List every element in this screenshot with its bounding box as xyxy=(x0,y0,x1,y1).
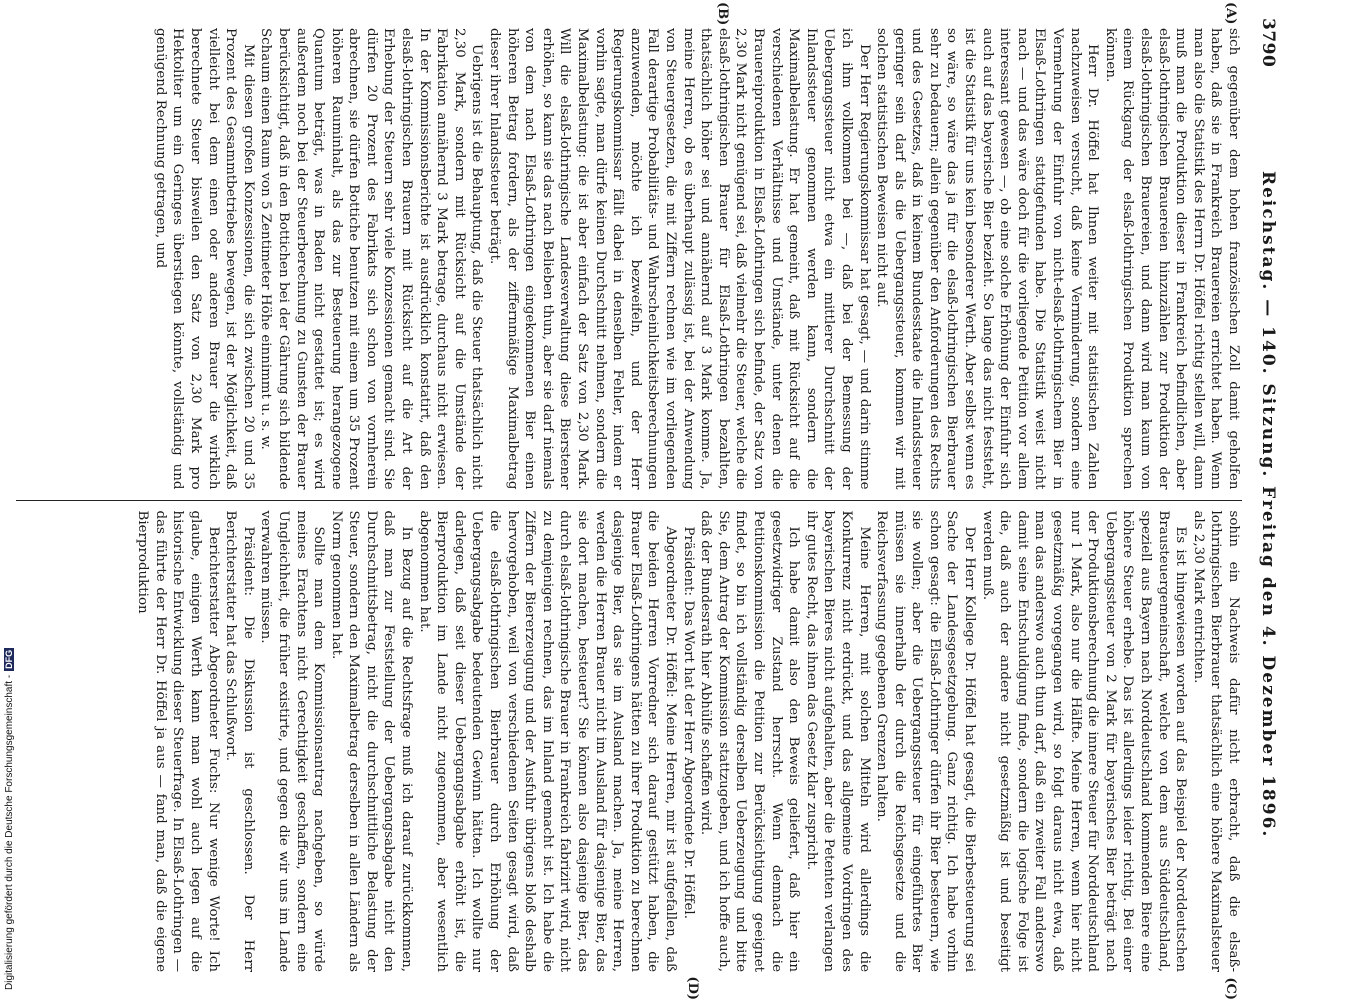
margin-marker-c: (C) xyxy=(1223,977,1238,1000)
speaker-paragraph: Präsident: Das Wort hat der Herr Abgeordnete Dr. Höffel. xyxy=(680,526,696,919)
speaker-paragraph: Berichterstatter Abgeordneter Fuchs: Nur wenige Worte! Ich glaube, einigen Werth kann man wohl auch legen auf die historische Entwicklung dieser Steuerfrage. In Elsaß-Lothringen — das führte der Herr Dr. Höffel ja aus — fand man, daß die eigene Bierproduktion xyxy=(135,510,221,972)
paragraph: Herr Dr. Höffel hat Ihnen weiter mit statistischen Zahlen nachzuweisen versucht, daß keine Verminderung, sondern eine Vermehrung der Einfuhr von nicht-elsaß-lothringischem Bier in Elsaß-Lothringen stattgefunden habe. Die Statistik weist nicht nach — und das wäre doch für die vorliegende Petition vor allem interessant gewesen —, ob eine solche Erhöhung der Einfuhr sich auch auf das bayerische Bier bezieht. So lange das nicht feststeht, ist die Statistik für uns kein besonderer Werth. Aber selbst wenn es so wäre, so wäre das ja für die elsaß-lothringischen Bierbrauer sehr zu bedauern; allein gegenüber den Anforderungen des Rechts und des Gesetzes, daß in keinem Bundesstaate die Inlandssteuer geringer sein darf als die Uebergangssteuer, kommen wir mit solchen statistischen Beweisen nicht auf. xyxy=(874,28,1101,490)
paragraph: In Bezug auf die Rechtsfrage muß ich darauf zurückkommen, daß man zur Feststellung der Uebergangsabgabe nicht den Durchschnittsbetrag, nicht die durchschnittliche Belastung der Steuer, sondern den Maximalbetrag derselben in allen Ländern als Norm genommen hat. xyxy=(328,510,415,972)
margin-marker-a: (A) xyxy=(1223,2,1238,25)
speaker-paragraph: Präsident: Die Diskussion ist geschlossen. Der Herr Berichterstatter hat das Schlußwort. xyxy=(223,510,256,972)
page-title: Reichstag. — 140. Sitzung. Freitag den 4. Dezember 1896. xyxy=(1258,170,1278,839)
paragraph: Mit diesen großen Konzessionen, die sich zwischen 20 und 35 Prozent des Gesammtbetriebes bewegen, ist der Möglichkeit, daß vielleicht bei dem einen oder anderen Brauer die wirklich berechnete Steuer bisweilen den Satz von 2,30 Mark pro Hektoliter um ein Geringes überstiegen könnte, vollständig und genügend Rechnung getragen, und xyxy=(152,28,256,490)
footer-strip xyxy=(0,0,20,1000)
paragraph: Ich habe damit also den Beweis geliefert, daß hier ein gesetzwidriger Zustand herrscht. Wenn demnach die Petitionskommission die Petition zur Berücksichtigung geeignet findet, so bin ich vollständig derselben Ueberzeugung und bitte Sie, dem Antrag der Kommission stattzugeben, und ich hoffe auch, daß der Bundesrath hier Abhülfe schaffen wird. xyxy=(698,510,802,972)
dfg-logo: DFG xyxy=(4,649,14,669)
right-column xyxy=(16,501,1242,983)
left-column xyxy=(16,18,1242,500)
margin-marker-b: (B) xyxy=(715,2,730,26)
paragraph: Meine Herren, mit solchen Mitteln wird allerdings die Konkurrenz nicht erdrückt, und das allgemeine Vordringen des bayerischen Bieres nicht aufgehalten, aber die Petenten verlangen ihr gutes Recht, das ihnen das Gesetz klar zuspricht. xyxy=(803,510,872,972)
page-number: 3790 xyxy=(1258,18,1278,68)
margin-marker-d: (D) xyxy=(685,976,700,1000)
footer-credit xyxy=(4,648,15,990)
paragraph: Sollte man dem Kommissionsantrag nachgeben, so würde meines Erachtens nicht Gerechtigkeit geschaffen, sondern eine Ungleichheit, die früher existirte, und gegen die wir uns im Lande verwahren müssen. xyxy=(258,510,327,972)
page-header xyxy=(1252,18,1278,982)
footer-text: Digitalisierung gefördert durch die Deutsche Forschungsgemeinschaft - xyxy=(4,674,15,990)
paragraph: sohin ein Nachweis dafür nicht erbracht, daß die elsaß-lothringischen Bierbrauer thatsächlich eine höhere Maximalsteuer als 2,30 Mark entrichten. xyxy=(1190,510,1241,972)
paragraph: sich gegenüber dem hohen französischen Zoll damit geholfen haben, daß sie in Frankreich Brauereien errichtet haben. Wenn man also die Statistik des Herrn Dr. Höffel richtig stellen will, dann muß man die Produktion dieser in Frankreich befindlichen, aber elsaß-lothringischen Brauereien hinzuzählen zur Produktion der elsaß-lothringischen Brauereien, und dann wird man kaum von einem Rückgang der elsaß-lothringischen Produktion sprechen können. xyxy=(1102,28,1241,490)
paragraph: Der Herr Kollege Dr. Höffel hat gesagt, die Bierbesteuerung sei Sache der Landesgesetzgebung. Ganz richtig. Ich habe vorhin schon gesagt: die Elsaß-Lothringer dürfen ihr Bier besteuern, wie sie wollen; aber die Uebergangssteuer für eingeführtes Bier müssen sie innerhalb der durch die Reichsgesetze und die Reichsverfassung gegebenen Grenzen halten. xyxy=(874,510,978,972)
text-columns xyxy=(16,18,1242,982)
paragraph: Der Herr Regierungskommissar hat gesagt, — und darin stimme ich ihm vollkommen bei —, daß bei der Bemessung der Uebergangssteuer nicht etwa ein mittlerer Durchschnitt der Inlandssteuer genommen werden kann, sondern die Maximalbelastung. Er hat gemeint, daß mit Rücksicht auf die verschiedenen Verhältnisse und Umstände, unter denen die Brauereiproduktion in Elsaß-Lothringen sich befinde, der Satz von 2,30 Mark nicht genügend sei, daß vielmehr die Steuer, welche die elsaß-lothringischen Brauer für Elsaß-Lothringen bezahlten, thatsächlich höher sei und annähernd auf 3 Mark komme. Ja, meine Herren, ob es überhaupt zulässig ist, bei der Anwendung von Steuergesetzen, die mit Ziffern rechnen wie im vorliegenden Fall derartige Probabilitäts- und Wahrscheinlichkeitsberechnungen anzuwenden, möchte ich bezweifeln, und der Herr Regierungskommissar fällt dabei in denselben Fehler, indem er vorhin sagte, man dürfe keinen Durchschnitt nehmen, sondern die Maximalbelastung: die ist aber einfach der Satz von 2,30 Mark. Will die elsaß-lothringische Landesverwaltung diese Bierstener erhöhen, so kann sie das nach Belieben thun, aber sie darf niemals von dem nach Elsaß-Lothringen eingekommenen Bier einen höheren Betrag fordern, als der ziffernmäßige Maximalbetrag dieser ihrer Inlandssteuer beträgt. xyxy=(487,28,872,490)
paragraph: Uebrigens ist die Behauptung, daß die Steuer thatsächlich nicht 2,30 Mark, sondern mit Rücksicht auf die Umstände der Fabrikation annähernd 3 Mark betrage, durchaus nicht erwiesen. In der Kommissionsberichte ist ausdrücklich konstatirt, daß den elsaß-lothringischen Brauern mit Rücksicht auf die Art der Erhebung der Steuern sehr viele Konzessionen gemacht sind. Sie dürfen 20 Prozent des Fabrikats sich schon von vornherein abrechnen, sie dürfen Bottiche benutzen mit einem um 35 Prozent höheren Rauminhalt, als das zur Besteuerung herangezogene Quantum beträgt, was in Baden nicht gestattet ist; es wird außerdem noch bei der Steuerberechnung zu Gunsten der Brauer berücksichtigt, daß in den Bottichen bei der Gährung sich bildende Schaum einen Raum von 5 Zentimeter Höhe einnimmt u. s. w. xyxy=(258,28,485,490)
speaker-paragraph: Abgeordneter Dr. Höffel: Meine Herren, mir ist aufgefallen, daß die beiden Herren Vorredner sich darauf gestützt haben, die Brauer Elsaß-Lothringens hätten zu ihrer Produktion zu berechnen dasjenige Bier, das sie im Ausland machen. Ja, meine Herren, werden die Herren Brauer nicht im Ausland für dasjenige Bier, das sie dort machen, besteuert? Sie können also dasjenige Bier, das durch elsaß-lothringische Brauer in Frankreich fabrizirt wird, nicht zu demjenigen rechnen, das im Inland gemacht ist. Ich habe die Ziffern der Biererzeugung und der Ausfuhr übrigens bloß deshalb hervorgehoben, weil von verschiedenen Seiten gesagt wird, daß die elsaß-lothringischen Bierbrauer durch Erhöhung der Uebergangsabgabe bedeutenden Gewinn hätten. Ich wollte nur darlegen, daß seit dieser Uebergangsabgabe erhöht ist, die Bierproduktion im Lande nicht zugenommen, aber wesentlich abgenommen hat. xyxy=(416,510,678,972)
paragraph: Es ist hingewiesen worden auf das Beispiel der Norddeutschen Brausteuergemeinschaft, welche von dem aus Süddeutschland, speziell aus Bayern nach Norddeutschland kommenden Biere eine höhere Steuer erhebe. Das ist allerdings leider richtig. Bei einer Uebergangssteuer von 2 Mark für bayerisches Bier beträgt nach der Produktionsberechnung die innere Steuer für Norddeutschland nur 1 Mark, also nur die Hälfte. Meine Herren, wenn hier nicht gesetzmäßig vorgegangen wird, so folgt daraus nicht etwa, daß man das anderswo auch thun darf, daß ein zweiter Fall anderswo damit seine Entschuldigung finde, sondern die logische Folge ist die, daß auch der andere nicht gesetzmäßig ist und beseitigt werden muß. xyxy=(979,510,1189,972)
